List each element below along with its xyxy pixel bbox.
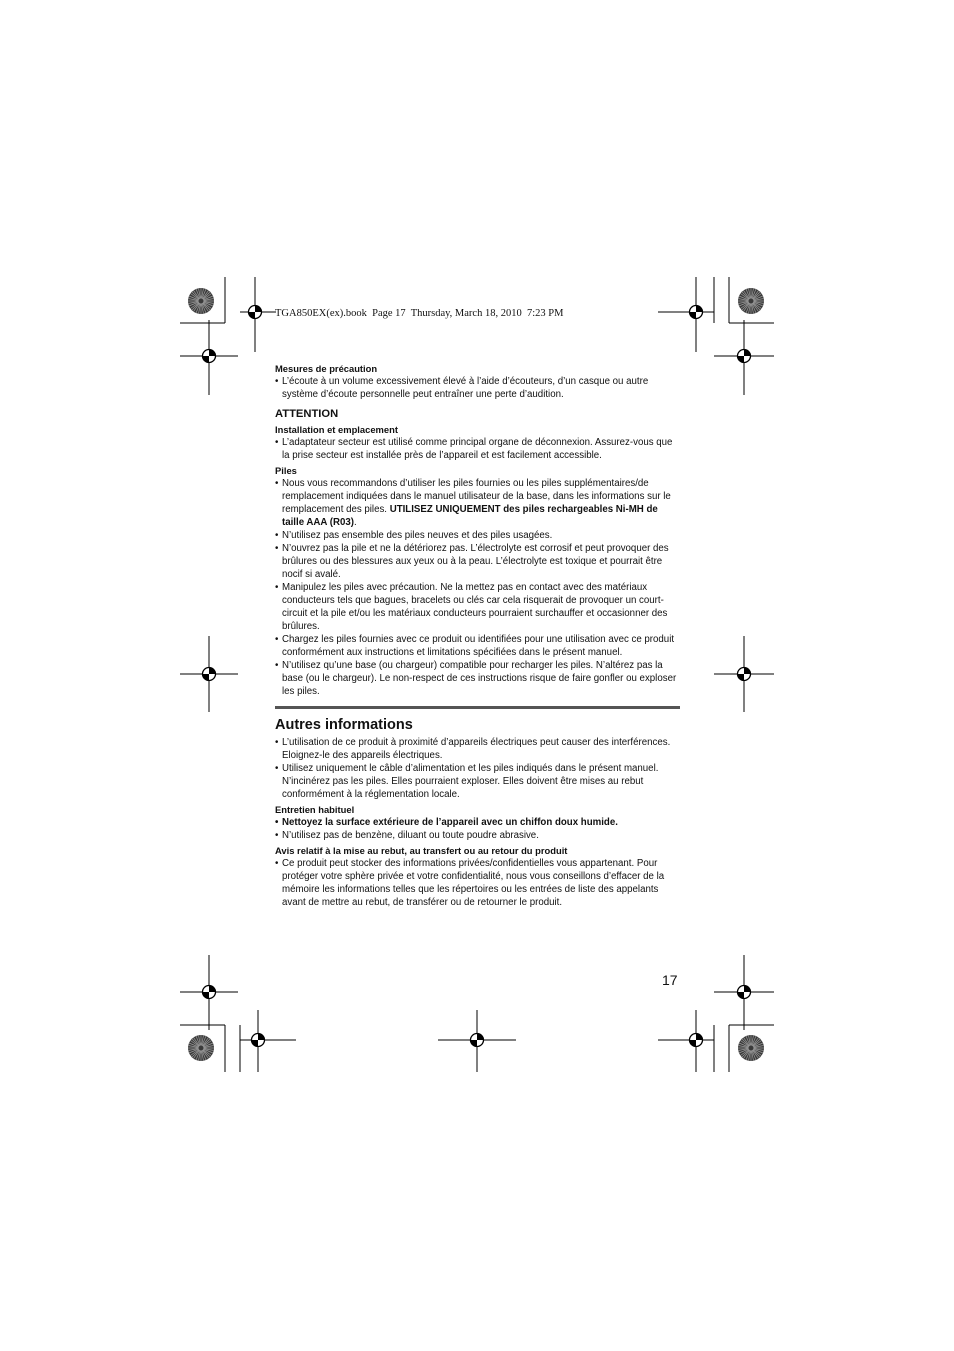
page-number: 17 [662, 972, 678, 988]
battery-type-warning: UTILISEZ UNIQUEMENT des piles rechargeables Ni-MH de taille AAA (R03) [282, 504, 658, 528]
installation-list [275, 436, 680, 462]
precautions-heading: Mesures de précaution [275, 363, 378, 374]
registration-mark [738, 668, 751, 681]
list-item: • Chargez les piles fournies avec ce produit ou identifiées pour une utilisation avec ce produit conformément aux instructions et limitations spécifiées dans le présent manuel. [275, 633, 680, 659]
registration-mark [471, 1034, 484, 1047]
other-info-list [275, 736, 680, 801]
maintenance-list [275, 816, 680, 842]
registration-mark [249, 306, 262, 319]
list-item: • Nettoyez la surface extérieure de l’appareil avec un chiffon doux humide. [275, 816, 680, 829]
color-target-bottom-right [738, 1035, 764, 1061]
list-item [275, 477, 680, 529]
list-item: • N’utilisez qu’une base (ou chargeur) compatible pour recharger les piles. N’altérez pas la base (ou le chargeur). Le non-respect de ces instructions risque de faire gonfler ou exploser les piles. [275, 659, 680, 698]
battery-recommendation-end: . [353, 517, 357, 528]
battery-recommendation-text: Nous vous recommandons d’utiliser les piles fournies ou les piles supplémentaires/de remplacement indiquées dans le manuel utilisateur de la base, dans les informations sur le remplacement des piles. [282, 478, 671, 515]
disposal-heading: Avis relatif à la mise au rebut, au transfert ou au retour du produit [275, 845, 568, 856]
page-body [275, 362, 680, 911]
registration-mark [690, 1034, 703, 1047]
color-target-top-right [738, 288, 764, 314]
list-item: • N’utilisez pas ensemble des piles neuves et des piles usagées. [275, 529, 680, 542]
list-item: • Ce produit peut stocker des informations privées/confidentielles vous appartenant. Pour protéger votre sphère privée et votre confidentialité, nous vous conseillons d’effacer de la mémoire les informations telles que les répertoires ou les entrées de liste des appelants avant de mettre au rebut, de transférer ou de retourner le produit. [275, 857, 680, 909]
installation-heading: Installation et emplacement [275, 424, 398, 435]
print-header: TGA850EX(ex).book Page 17 Thursday, March 18, 2010 7:23 PM [275, 308, 564, 319]
color-target-bottom-left [188, 1035, 214, 1061]
list-item: • N’utilisez pas de benzène, diluant ou toute poudre abrasive. [275, 829, 680, 842]
batteries-list [275, 477, 680, 698]
section-divider [275, 706, 680, 709]
attention-heading: ATTENTION [275, 408, 339, 420]
list-item: • L’adaptateur secteur est utilisé comme principal organe de déconnexion. Assurez-vous que la prise secteur est installée près de l’appareil et est facilement accessible. [275, 436, 680, 462]
registration-mark [203, 986, 216, 999]
other-info-heading: Autres informations [275, 717, 413, 733]
list-item: • Manipulez les piles avec précaution. Ne la mettez pas en contact avec des matériaux conducteurs tels que bagues, bracelets ou clés car cela risquerait de provoquer un court-circuit et la pile et/ou les matériaux conducteurs pourraient surchauffer et occasionner des brûlures. [275, 581, 680, 633]
registration-mark [738, 350, 751, 363]
registration-mark [252, 1034, 265, 1047]
list-item: • L’écoute à un volume excessivement élevé à l’aide d’écouteurs, d’un casque ou autre système d’écoute personnelle peut entraîner une perte d’audition. [275, 375, 680, 401]
color-target-top-left [188, 288, 214, 314]
registration-mark [203, 668, 216, 681]
precautions-list [275, 375, 680, 401]
list-item: • N’ouvrez pas la pile et ne la détériorez pas. L’électrolyte est corrosif et peut provoquer des brûlures ou des blessures aux yeux ou à la peau. L’électrolyte est toxique et pourrait être nocif si avalé. [275, 542, 680, 581]
maintenance-heading: Entretien habituel [275, 804, 355, 815]
registration-mark [203, 350, 216, 363]
list-item: • L’utilisation de ce produit à proximité d’appareils électriques peut causer des interférences. Eloignez-le des appareils électriques. [275, 736, 680, 762]
disposal-list [275, 857, 680, 909]
batteries-heading: Piles [275, 465, 297, 476]
registration-mark [738, 986, 751, 999]
list-item: • Utilisez uniquement le câble d’alimentation et les piles indiqués dans le présent manuel. N’incinérez pas les piles. Elles pourraient exploser. Elles doivent être mises au rebut conformément à la réglementation locale. [275, 762, 680, 801]
registration-mark [690, 306, 703, 319]
